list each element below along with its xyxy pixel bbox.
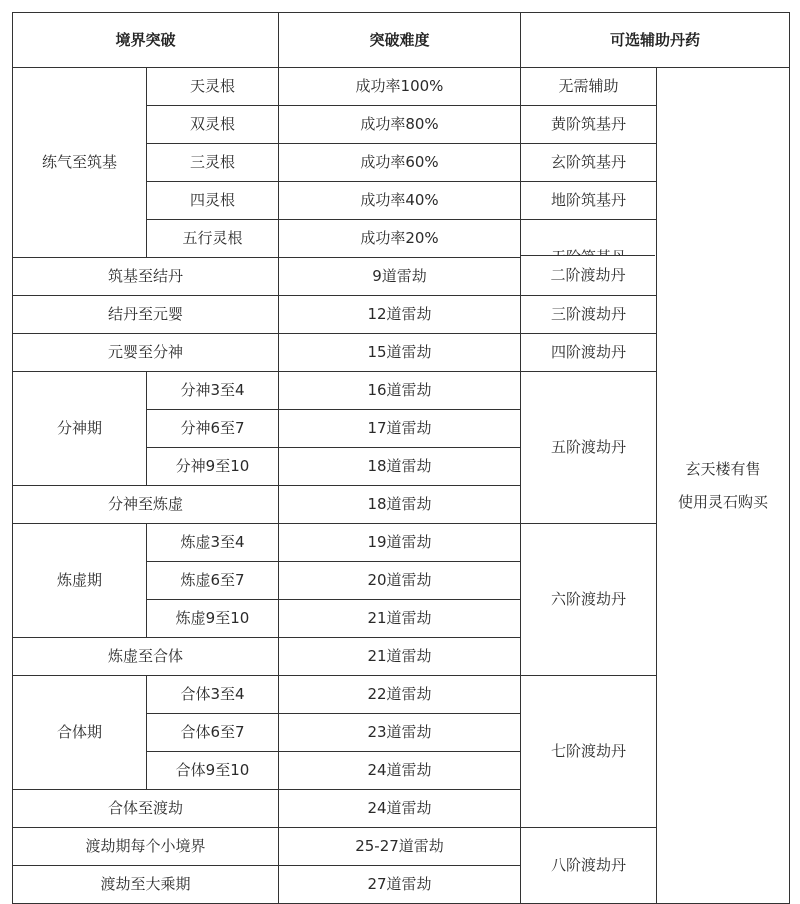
pill-cell: 四阶渡劫丹 xyxy=(521,334,657,372)
difficulty-cell: 9道雷劫 xyxy=(279,258,521,296)
pill-cell: 黄阶筑基丹 xyxy=(521,106,657,144)
sub-realm: 合体3至4 xyxy=(147,676,279,714)
difficulty-cell: 21道雷劫 xyxy=(279,638,521,676)
realm-label: 渡劫期每个小境界 xyxy=(13,828,279,866)
difficulty-cell: 成功率40% xyxy=(279,182,521,220)
pill-cell: 地阶筑基丹 xyxy=(521,182,657,220)
pill-cell: 八阶渡劫丹 xyxy=(521,828,657,904)
difficulty-cell: 20道雷劫 xyxy=(279,562,521,600)
pill-cell: 无需辅助 xyxy=(521,68,657,106)
difficulty-cell: 22道雷劫 xyxy=(279,676,521,714)
realm-label: 分神至炼虚 xyxy=(13,486,279,524)
purchase-note xyxy=(657,68,790,904)
sub-realm: 分神6至7 xyxy=(147,410,279,448)
realm-label: 分神期 xyxy=(13,372,147,486)
purchase-note-line: 玄天楼有售 xyxy=(685,459,761,478)
sub-realm: 五行灵根 xyxy=(147,220,279,258)
difficulty-cell: 21道雷劫 xyxy=(279,600,521,638)
table-row xyxy=(13,68,790,106)
sub-realm: 合体9至10 xyxy=(147,752,279,790)
sub-realm: 双灵根 xyxy=(147,106,279,144)
sub-realm: 炼虚9至10 xyxy=(147,600,279,638)
difficulty-cell: 17道雷劫 xyxy=(279,410,521,448)
difficulty-cell: 25-27道雷劫 xyxy=(279,828,521,866)
difficulty-cell: 16道雷劫 xyxy=(279,372,521,410)
realm-label: 结丹至元婴 xyxy=(13,296,279,334)
realm-label: 炼虚至合体 xyxy=(13,638,279,676)
realm-label: 筑基至结丹 xyxy=(13,258,279,296)
tier2-pill-overlay xyxy=(521,255,655,293)
realm-label: 元婴至分神 xyxy=(13,334,279,372)
header-difficulty: 突破难度 xyxy=(279,13,521,68)
purchase-note-line: 使用灵石购买 xyxy=(677,492,768,511)
pill-cell: 玄阶筑基丹 xyxy=(521,144,657,182)
pill-cell: 六阶渡劫丹 xyxy=(521,524,657,676)
sub-realm: 分神3至4 xyxy=(147,372,279,410)
pill-cell: 二阶渡劫丹 xyxy=(550,266,626,284)
difficulty-cell: 24道雷劫 xyxy=(279,752,521,790)
sub-realm: 天灵根 xyxy=(147,68,279,106)
header-pill: 可选辅助丹药 xyxy=(521,13,790,68)
realm-label: 合体期 xyxy=(13,676,147,790)
realm-label: 炼虚期 xyxy=(13,524,147,638)
breakthrough-table xyxy=(12,12,790,904)
difficulty-cell: 23道雷劫 xyxy=(279,714,521,752)
header-realm: 境界突破 xyxy=(13,13,279,68)
difficulty-cell: 18道雷劫 xyxy=(279,448,521,486)
sub-realm: 合体6至7 xyxy=(147,714,279,752)
difficulty-cell: 27道雷劫 xyxy=(279,866,521,904)
sub-realm: 四灵根 xyxy=(147,182,279,220)
realm-label: 练气至筑基 xyxy=(13,68,147,258)
realm-label: 合体至渡劫 xyxy=(13,790,279,828)
pill-cell: 三阶渡劫丹 xyxy=(521,296,657,334)
pill-cell: 五阶渡劫丹 xyxy=(521,372,657,524)
sub-realm: 三灵根 xyxy=(147,144,279,182)
sub-realm: 炼虚6至7 xyxy=(147,562,279,600)
sub-realm: 炼虚3至4 xyxy=(147,524,279,562)
difficulty-cell: 24道雷劫 xyxy=(279,790,521,828)
sub-realm: 分神9至10 xyxy=(147,448,279,486)
difficulty-cell: 12道雷劫 xyxy=(279,296,521,334)
header-row xyxy=(13,13,790,68)
realm-label: 渡劫至大乘期 xyxy=(13,866,279,904)
difficulty-cell: 成功率60% xyxy=(279,144,521,182)
difficulty-cell: 成功率100% xyxy=(279,68,521,106)
difficulty-cell: 18道雷劫 xyxy=(279,486,521,524)
pill-cell: 七阶渡劫丹 xyxy=(521,676,657,828)
difficulty-cell: 成功率80% xyxy=(279,106,521,144)
difficulty-cell: 19道雷劫 xyxy=(279,524,521,562)
difficulty-cell: 成功率20% xyxy=(279,220,521,258)
difficulty-cell: 15道雷劫 xyxy=(279,334,521,372)
